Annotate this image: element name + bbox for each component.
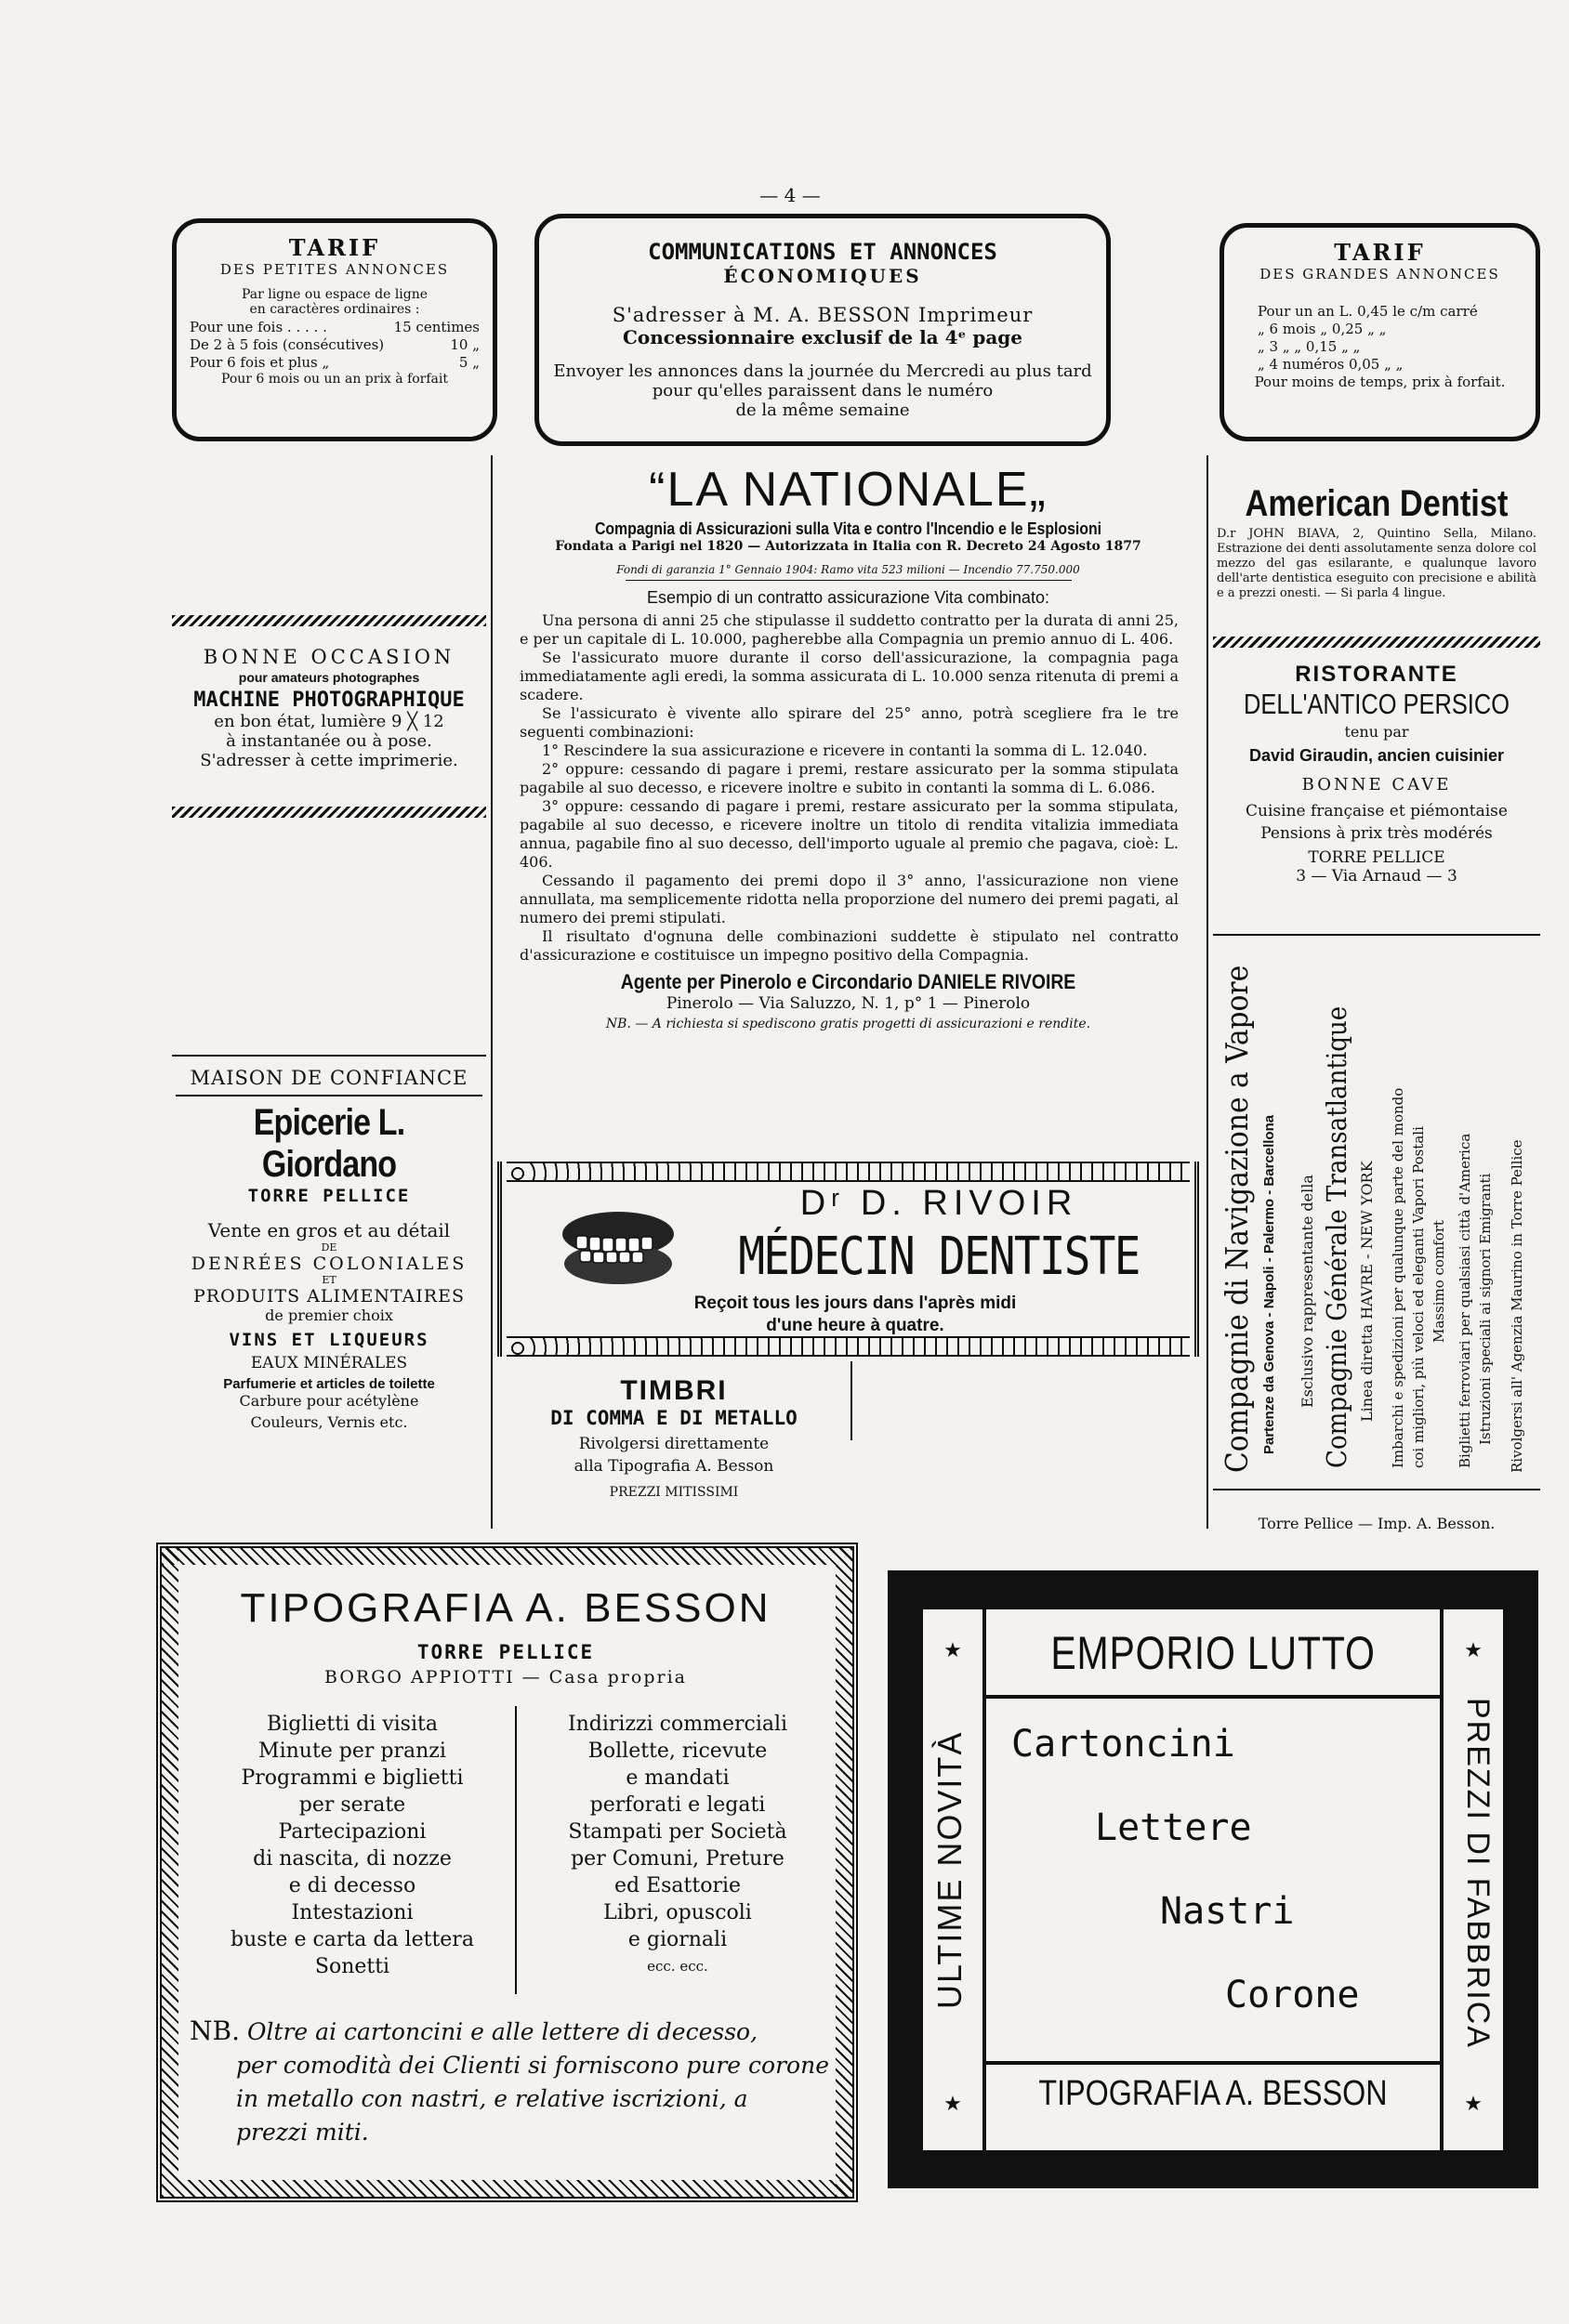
- ristorante-title: RISTORANTE: [1295, 662, 1458, 687]
- tarif-grandes-subtitle: DES GRANDES ANNONCES: [1259, 266, 1500, 282]
- rivoir-title: Dʳ D. RIVOIR: [799, 1184, 1078, 1223]
- zigzag-rule: [1213, 637, 1540, 648]
- ornament-border: [162, 1548, 178, 2197]
- epicerie-l5: PRODUITS ALIMENTAIRES: [193, 1286, 465, 1306]
- tipografia-left-item: Intestazioni: [291, 1901, 414, 1924]
- nationale-nb: NB. — A richiesta si spediscono gratis progetti di assicurazioni e rendite.: [605, 1017, 1091, 1031]
- rule: [172, 1055, 486, 1057]
- rivoir-line2: d'une heure à quatre.: [766, 1316, 944, 1335]
- tipografia-left-item: Partecipazioni: [278, 1820, 427, 1844]
- epicerie-title: Epicerie L. Giordano: [253, 1102, 405, 1185]
- epicerie-header: MAISON DE CONFIANCE: [190, 1067, 468, 1089]
- nationale-paragraph: 3° oppure: cessando di pagare i premi, restare assicurato per la somma stipulata, pagabile al suo decesso, e ricevere inoltre un titolo di rendita vitalizia immediata annua, pagabile fino al suo decesso, dell'importo uguale al premio che pagava, cioè: L. 406.: [520, 797, 1179, 871]
- nationale-agent: Agente per Pinerolo e Circondario DANIELE RIVOIRE: [620, 970, 1076, 993]
- rule: [850, 1361, 852, 1440]
- epicerie-l10: Carbure pour acétylène: [239, 1392, 419, 1410]
- american-dentist-title: American Dentist: [1245, 483, 1509, 524]
- tipografia-right-item: per Comuni, Preture: [571, 1847, 784, 1871]
- tipografia-left-item: e di decesso: [288, 1874, 416, 1897]
- tipografia-nb-label: NB.: [190, 2015, 240, 2046]
- rivoir-ad: [497, 1162, 1199, 1357]
- nationale-title: “LA NATIONALE„: [649, 463, 1048, 517]
- rule: [626, 580, 1072, 581]
- ristorante-town: TORRE PELLICE: [1308, 848, 1445, 867]
- timbri-subtitle: DI COMMA E DI METALLO: [550, 1407, 798, 1429]
- tipografia-left-item: Minute per pranzi: [258, 1740, 446, 1763]
- ornament-border: [162, 1548, 852, 1565]
- tarif-grandes-row: „ 6 mois „ 0,25 „ „: [1258, 321, 1387, 337]
- nationale-paragraph: Una persona di anni 25 che stipulasse il suddetto contratto per la durata di anni 25, e per un capitale di L. 10.000, pagherebbe alla Compagnia un premio annuo di L. 406.: [520, 611, 1179, 648]
- navigazione-line10: Istruzioni speciali ai signori Emigranti: [1477, 1173, 1494, 1445]
- american-dentist-text: D.r JOHN BIAVA, 2, Quintino Sella, Milano. Estrazione dei denti assolutamente senza dolore col mezzo del gas esilarante, e qualunque lavoro dell'arte dentistica eseguito con precisione e abilità e a prezzi onesti. — Si parla 4 lingue.: [1217, 527, 1536, 600]
- navigazione-line4: Compagnie Générale Transatlantique: [1321, 1005, 1352, 1468]
- tarif-petites-last: Pour 6 mois ou un an prix à forfait: [220, 372, 448, 387]
- column-rule-left: [491, 455, 493, 1529]
- tipografia-left-item: Programmi e biglietti: [241, 1766, 464, 1790]
- bonne-occasion-title: BONNE OCCASION: [203, 646, 455, 668]
- epicerie-l3: DENRÉES COLONIALES: [191, 1254, 468, 1274]
- timbri-ad: [497, 1375, 850, 1500]
- epicerie-l1: Vente en gros et au détail: [207, 1219, 451, 1241]
- nationale-subtitle: Compagnia di Assicurazioni sulla Vita e contro l'Incendio e le Esplosioni: [594, 519, 1102, 538]
- bonne-occasion-line2: MACHINE PHOTOGRAPHIQUE: [193, 689, 465, 712]
- emporio-footer: TIPOGRAFIA A. BESSON: [1038, 2074, 1388, 2113]
- ristorante-pensions: Pensions à prix très modérés: [1260, 824, 1493, 843]
- rule: [982, 2061, 1444, 2065]
- nationale-paragraph: Cessando il pagamento dei premi dopo il 3° anno, l'assicurazione non viene annullata, ma semplicemente ridotta nella proporzione del numero dei premi pagati, al numero dei premi stipulati.: [520, 872, 1179, 926]
- timbri-line3: PREZZI MITISSIMI: [609, 1485, 739, 1500]
- epicerie-l8: EAUX MINÉRALES: [250, 1354, 408, 1372]
- bonne-occasion-ad: [172, 646, 486, 770]
- nationale-paragraph: Se l'assicurato muore durante il corso dell'assicurazione, la compagnia paga immediatamente agli eredi, la somma assicurata di L. 10.000 senza ritenuta di premi a scadere.: [520, 649, 1179, 703]
- timbri-line2: alla Tipografia A. Besson: [574, 1457, 774, 1476]
- la-nationale-ad: [507, 460, 1190, 1031]
- star-icon: ★: [1464, 1639, 1483, 1662]
- tipografia-nb-line: Oltre ai cartoncini e alle lettere di decesso,: [246, 2018, 758, 2045]
- tarif-petites-line2: en caractères ordinaires :: [249, 302, 420, 317]
- tipografia-right-list: [524, 1711, 831, 1980]
- epicerie-l4: ET: [322, 1274, 336, 1286]
- tipografia-right-item: Libri, opuscoli: [603, 1901, 752, 1924]
- timbri-title: TIMBRI: [620, 1375, 728, 1406]
- tipografia-right-item: e mandati: [626, 1766, 730, 1790]
- navigazione-line11: Rivolgersi all' Agenzia Maurino in Torre Pellice: [1509, 1139, 1525, 1473]
- tarif-petites-subtitle: DES PETITES ANNONCES: [219, 261, 450, 278]
- communications-line3: Envoyer les annonces dans la journée du Mercredi au plus tard: [553, 361, 1092, 381]
- epicerie-l6: de premier choix: [265, 1306, 393, 1324]
- epicerie-l11: Couleurs, Vernis etc.: [250, 1413, 408, 1431]
- ristorante-cave: BONNE CAVE: [1301, 775, 1452, 794]
- chain-border: [507, 1336, 1190, 1357]
- tarif-petites-title: TARIF: [288, 234, 381, 261]
- tipografia-nb-line: per comodità dei Clienti si forniscono pure corone: [236, 2052, 830, 2079]
- tarif-grandes-row: „ 4 numéros 0,05 „ „: [1258, 356, 1404, 373]
- rule: [1440, 1609, 1444, 2150]
- tipografia-address: BORGO APPIOTTI — Casa propria: [324, 1667, 687, 1687]
- ristorante-ad: [1213, 662, 1540, 886]
- tarif-grandes-last: Pour moins de temps, prix à forfait.: [1254, 374, 1506, 390]
- emporio-item: Cartoncini: [1011, 1723, 1235, 1766]
- rule: [176, 1095, 482, 1096]
- tipografia-left-item: buste e carta da lettera: [231, 1928, 474, 1951]
- navigazione-ad: [1213, 943, 1540, 1482]
- tipografia-nb-line: prezzi miti.: [236, 2119, 369, 2146]
- rivoir-subtitle: MÉDECIN DENTISTE: [738, 1227, 1140, 1287]
- column-rule-right: [1206, 455, 1208, 1529]
- tarif-petites-line1: Par ligne ou espace de ligne: [241, 287, 429, 302]
- page-number: — 4 —: [759, 184, 821, 206]
- communications-box: [534, 214, 1111, 446]
- nationale-address: Pinerolo — Via Saluzzo, N. 1, p° 1 — Pinerolo: [666, 994, 1031, 1013]
- tipografia-ad: [156, 1543, 858, 2202]
- rule: [1213, 934, 1540, 936]
- rule: [1213, 1489, 1540, 1490]
- nationale-paragraph: 2° oppure: cessando di pagare i premi, restare assicurato per la somma stipulata pagabile al suo decesso, e ricevere inoltre e subito in contanti la somma di L. 6.086.: [520, 760, 1179, 796]
- timbri-line1: Rivolgersi direttamente: [578, 1435, 770, 1453]
- imprint: Torre Pellice — Imp. A. Besson.: [1258, 1515, 1496, 1532]
- star-icon: ★: [943, 2093, 962, 2116]
- ornament-border: [836, 1548, 852, 2197]
- nationale-founded: Fondata a Parigi nel 1820 — Autorizzata in Italia con R. Decreto 24 Agosto 1877: [555, 539, 1141, 554]
- communications-line4: pour qu'elles paraissent dans le numéro: [652, 381, 994, 400]
- communications-title: COMMUNICATIONS ET ANNONCES: [648, 239, 997, 265]
- tipografia-left-item: Sonetti: [314, 1955, 390, 1978]
- bonne-occasion-line4: à instantanée ou à pose.: [226, 731, 432, 751]
- rule: [515, 1706, 517, 1994]
- tipografia-left-item: per serate: [298, 1793, 406, 1817]
- american-dentist-ad: [1213, 483, 1540, 601]
- tipografia-left-item: di nascita, di nozze: [253, 1847, 452, 1871]
- tarif-petites-row: Pour une fois . . . . . 15 centimes: [190, 319, 480, 335]
- ristorante-owner: David Giraudin, ancien cuisinier: [1248, 746, 1505, 765]
- tipografia-left-item: Biglietti di visita: [267, 1713, 438, 1736]
- emporio-inner: [923, 1609, 1503, 2150]
- emporio-item: Nastri: [1160, 1890, 1295, 1933]
- epicerie-town: TORRE PELLICE: [247, 1186, 411, 1206]
- tipografia-title: TIPOGRAFIA A. BESSON: [240, 1585, 771, 1631]
- tarif-grandes-title: TARIF: [1334, 239, 1426, 266]
- tarif-grandes-box: [1220, 223, 1540, 441]
- navigazione-line3: Esclusivo rappresentante della: [1299, 1175, 1316, 1408]
- tarif-grandes-row: „ 3 „ „ 0,15 „ „: [1258, 338, 1361, 355]
- ristorante-cuisine: Cuisine française et piémontaise: [1246, 802, 1508, 821]
- navigazione-line6: Imbarchi e spedizioni per qualunque parte del mondo: [1390, 1087, 1406, 1468]
- tarif-petites-row: Pour 6 fois et plus „ 5 „: [190, 354, 480, 371]
- tipografia-left-list: [199, 1711, 506, 1980]
- navigazione-line8: Massimo comfort: [1431, 1220, 1447, 1343]
- epicerie-l2: DE: [321, 1241, 337, 1254]
- epicerie-ad: [167, 1067, 491, 1431]
- star-icon: ★: [943, 1639, 962, 1662]
- navigazione-line9: Biglietti ferroviari per qualsiasi città d'America: [1457, 1133, 1473, 1468]
- nationale-funds: Fondi di garanzia 1° Gennaio 1904: Ramo vita 523 milioni — Incendio 77.750.000: [616, 563, 1080, 576]
- nationale-paragraph: Il risultato d'ognuna delle combinazioni suddette è stipulato nel contratto d'assicurazione e costituisce un impegno positivo della Compagnia.: [520, 927, 1179, 964]
- emporio-right-vertical: PREZZI DI FABBRICA: [1460, 1698, 1496, 2049]
- emporio-left-vertical: ULTIME NOVITÀ: [930, 1730, 969, 2009]
- nationale-paragraph: 1° Rescindere la sua assicurazione e ricevere in contanti la somma di L. 12.040.: [542, 742, 1148, 759]
- navigazione-line1: Compagnie di Navigazione a Vapore: [1219, 965, 1255, 1473]
- rivoir-line1: Reçoit tous les jours dans l'après midi: [693, 1293, 1017, 1313]
- emporio-item: Corone: [1225, 1974, 1360, 2016]
- rule: [982, 1695, 1444, 1699]
- emporio-title: EMPORIO LUTTO: [1050, 1627, 1376, 1679]
- ornament-border: [162, 2180, 852, 2197]
- star-icon: ★: [1464, 2093, 1483, 2116]
- dentures-icon: [558, 1206, 679, 1290]
- tipografia-nb-line: in metallo con nastri, e relative iscrizioni, a: [236, 2085, 748, 2112]
- epicerie-l9: Parfumerie et articles de toilette: [223, 1376, 435, 1392]
- emporio-lutto-ad: [888, 1570, 1538, 2188]
- ristorante-street: 3 — Via Arnaud — 3: [1296, 867, 1457, 886]
- tipografia-nb: [190, 2015, 831, 2149]
- tipografia-right-item: Stampati per Società: [568, 1820, 787, 1844]
- bonne-occasion-line5: S'adresser à cette imprimerie.: [200, 751, 458, 770]
- bonne-occasion-line1: pour amateurs photographes: [238, 670, 420, 685]
- emporio-item: Lettere: [1095, 1806, 1252, 1849]
- tarif-petites-box: [172, 218, 497, 441]
- tipografia-right-item: Bollette, ricevute: [587, 1740, 768, 1763]
- communications-line5: de la même semaine: [735, 400, 910, 420]
- navigazione-line2: Partenze da Genova - Napoli - Palermo - Barcellona: [1261, 1114, 1277, 1454]
- tipografia-right-item: perforati e legati: [589, 1793, 766, 1817]
- epicerie-l7: VINS ET LIQUEURS: [229, 1330, 429, 1350]
- zigzag-rule: [172, 807, 486, 818]
- tarif-petites-row: De 2 à 5 fois (consécutives) 10 „: [190, 336, 480, 353]
- navigazione-line5: Linea diretta HAVRE - NEW YORK: [1358, 1161, 1376, 1422]
- ristorante-tenu: tenu par: [1344, 723, 1409, 741]
- zigzag-rule: [172, 615, 486, 626]
- tipografia-town: TORRE PELLICE: [416, 1641, 595, 1663]
- nationale-paragraph: Se l'assicurato è vivente allo spirare del 25° anno, potrà scegliere fra le tre seguenti combinazioni:: [520, 704, 1179, 741]
- navigazione-line7: coi migliori, più veloci ed eleganti Vapori Postali: [1410, 1126, 1427, 1468]
- communications-line2: Concessionnaire exclusif de la 4ᵉ page: [622, 326, 1023, 348]
- tipografia-right-item: ed Esattorie: [613, 1874, 742, 1897]
- communications-subtitle: ÉCONOMIQUES: [723, 265, 922, 287]
- rule: [982, 1609, 986, 2150]
- tipografia-right-item: Indirizzi commerciali: [567, 1713, 788, 1736]
- tarif-grandes-row: Pour un an L. 0,45 le c/m carré: [1258, 303, 1478, 320]
- nationale-example-title: Esempio di un contratto assicurazione Vita combinato:: [647, 588, 1049, 607]
- ristorante-name: DELL'ANTICO PERSICO: [1244, 688, 1510, 720]
- tipografia-right-item: e giornali: [627, 1928, 728, 1951]
- tipografia-right-item: ecc. ecc.: [647, 1958, 708, 1975]
- bonne-occasion-line3: en bon état, lumière 9 ╳ 12: [214, 712, 444, 731]
- communications-line1: S'adresser à M. A. BESSON Imprimeur: [612, 304, 1034, 326]
